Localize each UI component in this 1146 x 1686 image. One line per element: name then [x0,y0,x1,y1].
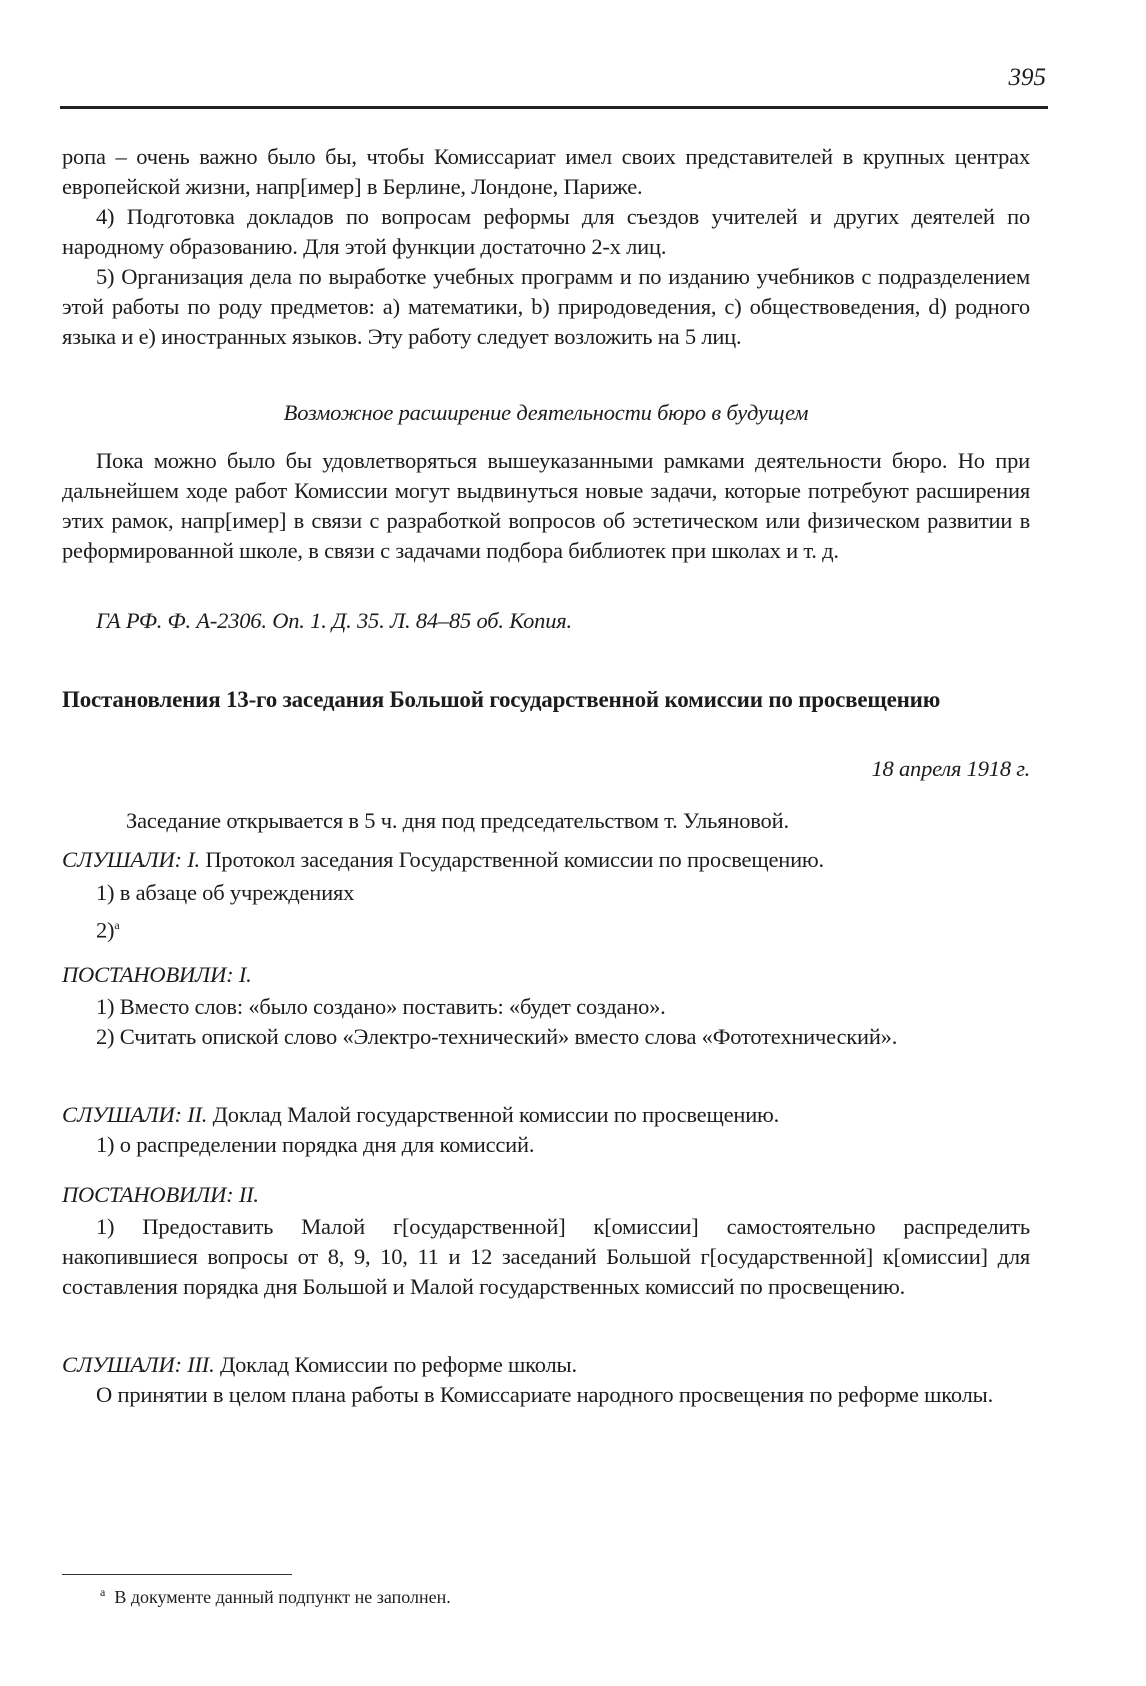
heard-text: Протокол заседания Государственной комиссии по просвещению. [199,847,824,872]
list-item: 2) Считать опиской слово «Электро-технический» вместо слова «Фототехнический». [96,1024,898,1049]
opening-line: Заседание открывается в 5 ч. дня под председательством т. Ульяновой. [126,808,789,833]
heard-2 [62,1100,1030,1130]
list-item-number: 2) [96,917,115,943]
footnote [100,1585,451,1608]
paragraph: ропа – очень важно было бы, чтобы Комиссариат имел своих представителей в крупных центрах европейской жизни, напр[имер] в Берлине, Лондоне, Париже. [62,144,1030,199]
list-item: 1) Предоставить Малой г[осударственной] к[омиссии] самостоятельно распределить накопившиеся вопросы от 8, 9, 10, 11 и 12 заседаний Большой г[осударственной] к[омиссии] для составления порядка дня Большой и Малой государственных комиссий по просвещению. [62,1214,1030,1299]
heard-text: Доклад Малой государственной комиссии по просвещению. [207,1102,780,1127]
resolved-label: ПОСТАНОВИЛИ: I. [62,962,252,987]
paragraph: 5) Организация дела по выработке учебных программ и по изданию учебников с подразделением этой работы по роду предметов: a) математики, b) природоведения, c) обществоведения, d) родного языка и e) иностранных языков. Эту работу следует возложить на 5 лиц. [62,264,1030,349]
page-number: 395 [1008,64,1046,91]
heard-3 [62,1350,1030,1380]
list-item: 1) Вместо слов: «было создано» поставить: «будет создано». [96,994,666,1019]
list-item [62,910,1030,946]
heard-label: СЛУШАЛИ: III. [62,1352,215,1377]
archive-citation: ГА РФ. Ф. А-2306. Оп. 1. Д. 35. Л. 84–85 об. Копия. [96,608,572,633]
section-subtitle: Возможное расширение деятельности бюро в будущем [283,400,809,425]
document-date: 18 апреля 1918 г. [871,756,1030,781]
footnote-mark: а [100,1585,106,1599]
heard-1 [62,845,1030,875]
list-item: 1) в абзаце об учреждениях [96,880,355,905]
heard-label: СЛУШАЛИ: II. [62,1102,208,1127]
footnote-rule [62,1574,292,1575]
heard-text: Доклад Комиссии по реформе школы. [214,1352,577,1377]
list-item: 1) о распределении порядка дня для комиссий. [96,1132,535,1157]
document-heading: Постановления 13-го заседания Большой государственной комиссии по просвещению [62,687,941,712]
footnote-ref[interactable]: а [114,918,120,932]
paragraph: О принятии в целом плана работы в Комиссариате народного просвещения по реформе школы. [96,1382,994,1407]
footnote-text: В документе данный подпункт не заполнен. [114,1587,451,1607]
heard-label: СЛУШАЛИ: I. [62,847,200,872]
paragraph: Пока можно было бы удовлетворяться вышеуказанными рамками деятельности бюро. Но при дальнейшем ходе работ Комиссии могут выдвинуться новые задачи, которые потребуют расширения этих рамок, напр[имер] в связи с разработкой вопросов об эстетическом или физическом развитии в реформированной школе, в связи с задачами подбора библиотек при школах и т. д. [62,448,1030,563]
resolved-label: ПОСТАНОВИЛИ: II. [62,1182,259,1207]
paragraph: 4) Подготовка докладов по вопросам реформы для съездов учителей и других деятелей по народному образованию. Для этой функции достаточно 2-х лиц. [62,204,1030,259]
header-rule [60,106,1048,109]
